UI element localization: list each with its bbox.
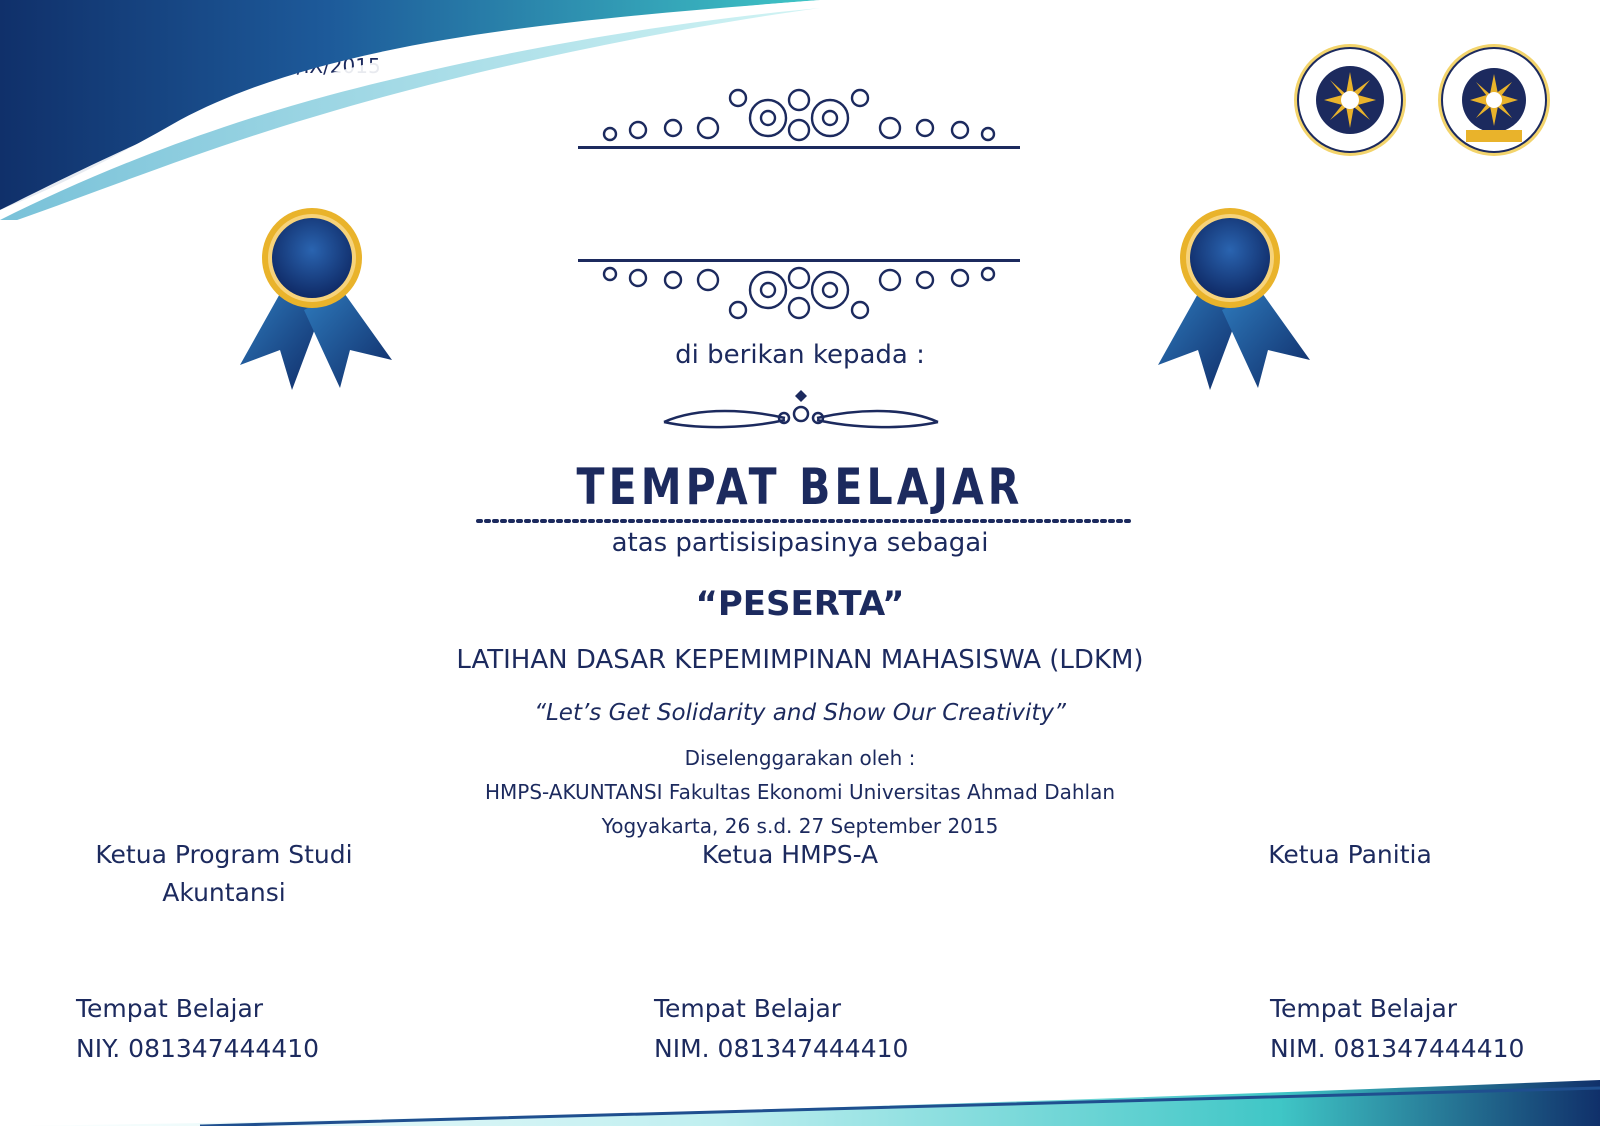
place-date: Yogyakarta, 26 s.d. 27 September 2015 [601,814,999,838]
signature-id-right: NIM. 081347444410 [1270,1034,1525,1063]
given-to-label: di berikan kepada : [675,340,925,370]
signature-title-left-line2: Akuntansi [162,878,286,907]
flourish-divider-icon [660,386,942,436]
signature-title-left-line1: Ketua Program Studi [95,840,353,869]
participation-label: atas partisisipasinya sebagai [611,528,989,558]
university-seal-icon [1292,42,1408,158]
hmps-seal-icon [1436,42,1552,158]
recipient-name: TEMPAT BELAJAR [576,458,1024,516]
ribbon-badge-right-icon [1150,200,1320,400]
signature-title-left [74,836,374,912]
event-tagline: “Let’s Get Solidarity and Show Our Creativity” [534,700,1066,726]
role-label: “PESERTA” [695,584,905,624]
signature-title-center [640,836,940,874]
ribbon-badge-left-icon [232,200,402,400]
signature-title-center-line1: Ketua HMPS-A [701,840,879,869]
ornament-top-icon [578,78,1020,152]
signature-title-right-line1: Ketua Panitia [1268,840,1432,869]
organized-by-label: Diselenggarakan oleh : [684,746,916,770]
signature-id-center: NIM. 081347444410 [654,1034,909,1063]
signature-name-left: Tempat Belajar [76,994,264,1023]
signature-id-left: NIY. 081347444410 [76,1034,320,1063]
bottom-swoosh [0,1060,1600,1126]
event-name: LATIHAN DASAR KEPEMIMPINAN MAHASISWA (LDKM) [456,645,1144,675]
signature-name-center: Tempat Belajar [654,994,842,1023]
signature-title-right [1210,836,1490,874]
dotted-name-line [476,516,1136,526]
organizer-name: HMPS-AKUNTANSI Fakultas Ekonomi Universitas Ahmad Dahlan [484,780,1116,804]
signature-name-right: Tempat Belajar [1270,994,1458,1023]
ornament-bottom-icon [578,256,1020,330]
